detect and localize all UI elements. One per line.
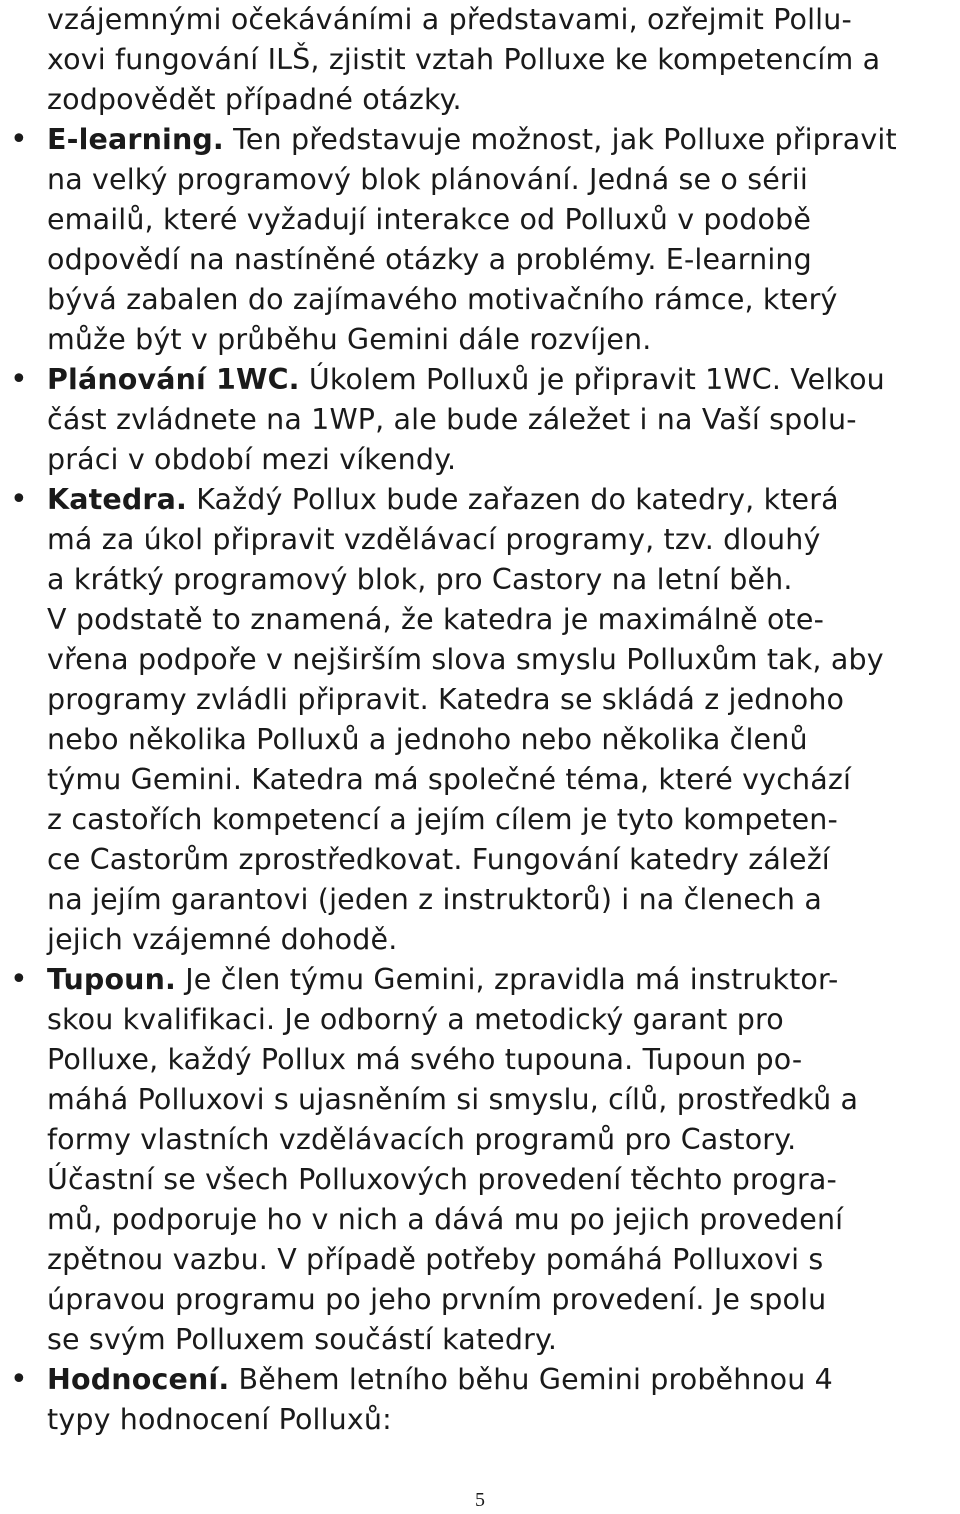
page-number: 5: [475, 1489, 485, 1511]
text-line: ce Castorům zprostředkovat. Fungování katedry záleží: [47, 843, 830, 876]
bullet-term: Hodnocení.: [47, 1363, 230, 1396]
text-line: skou kvalifikaci. Je odborný a metodický garant pro: [47, 1003, 784, 1036]
bullet-text: Je člen týmu Gemini, zpravidla má instruktor-: [176, 963, 839, 996]
text-line: emailů, které vyžadují interakce od Polluxů v podobě: [47, 203, 812, 236]
text-line: V podstatě to znamená, že katedra je maximálně ote-: [47, 603, 824, 636]
text-line: úpravou programu po jeho prvním provedení. Je spolu: [47, 1283, 827, 1316]
bullet-text: Úkolem Polluxů je připravit 1WC. Velkou: [299, 363, 885, 396]
text-line: práci v období mezi víkendy.: [47, 443, 457, 476]
text-line: [47, 1360, 947, 1400]
text-line: jejich vzájemné dohodě.: [47, 923, 398, 956]
text-line: má za úkol připravit vzdělávací programy, tzv. dlouhý: [47, 523, 821, 556]
text-line: vzájemnými očekáváními a představami, ozřejmit Pollu-: [47, 3, 852, 36]
text-line: máhá Polluxovi s ujasněním si smyslu, cílů, prostředků a: [47, 1083, 859, 1116]
text-line: typy hodnocení Polluxů:: [47, 1403, 392, 1436]
text-line: část zvládnete na 1WP, ale bude záležet i na Vaší spolu-: [47, 403, 857, 436]
bullet-term: Plánování 1WC.: [47, 363, 300, 396]
text-line: [47, 480, 947, 520]
bullet-text: Během letního běhu Gemini proběhnou 4: [229, 1363, 833, 1396]
bullet-text: Každý Pollux bude zařazen do katedry, která: [186, 483, 839, 516]
text-line: a krátký programový blok, pro Castory na letní běh.: [47, 563, 793, 596]
text-line: zpětnou vazbu. V případě potřeby pomáhá Polluxovi s: [47, 1243, 824, 1276]
text-line: mů, podporuje ho v nich a dává mu po jejich provedení: [47, 1203, 844, 1236]
text-line: může být v průběhu Gemini dále rozvíjen.: [47, 323, 652, 356]
text-line: Polluxe, každý Pollux má svého tupouna. Tupoun po-: [47, 1043, 803, 1076]
bullet-icon: •: [10, 482, 28, 517]
text-line: na jejím garantovi (jeden z instruktorů) i na členech a: [47, 883, 822, 916]
bullet-term: E-learning.: [47, 123, 224, 156]
bullet-item-planovani: [10, 360, 947, 480]
bullet-icon: •: [10, 1362, 28, 1397]
text-line: odpovědí na nastíněné otázky a problémy. E-learning: [47, 243, 812, 276]
bullet-term: Tupoun.: [47, 963, 177, 996]
text-line: xovi fungování ILŠ, zjistit vztah Polluxe ke kompetencím a: [47, 43, 881, 76]
text-line: na velký programový blok plánování. Jedná se o sérii: [47, 163, 808, 196]
text-line: formy vlastních vzdělávacích programů pro Castory.: [47, 1123, 797, 1156]
bullet-item-tupoun: [10, 960, 947, 1360]
bullet-icon: •: [10, 962, 28, 997]
text-line: týmu Gemini. Katedra má společné téma, které vychází: [47, 763, 852, 796]
text-line: Účastní se všech Polluxových provedení těchto progra-: [47, 1163, 837, 1196]
bullet-item-katedra: [10, 480, 947, 960]
text-line: z castořích kompetencí a jejím cílem je tyto kompeten-: [47, 803, 838, 836]
text-line: vřena podpoře v nejširším slova smyslu Polluxům tak, aby: [47, 643, 884, 676]
text-line: [47, 960, 947, 1000]
bullet-term: Katedra.: [47, 483, 187, 516]
text-line: [47, 120, 947, 160]
bullet-item-e-learning: [10, 120, 947, 360]
text-line: se svým Polluxem součástí katedry.: [47, 1323, 558, 1356]
text-line: programy zvládli připravit. Katedra se skládá z jednoho: [47, 683, 845, 716]
bullet-item-hodnoceni: [10, 1360, 947, 1440]
text-line: bývá zabalen do zajímavého motivačního rámce, který: [47, 283, 838, 316]
bullet-icon: •: [10, 122, 28, 157]
body-text: [10, 0, 947, 1440]
text-line: [47, 360, 947, 400]
bullet-icon: •: [10, 362, 28, 397]
text-line: nebo několika Polluxů a jednoho nebo několika členů: [47, 723, 808, 756]
text-line: zodpovědět případné otázky.: [47, 83, 462, 116]
bullet-text: Ten představuje možnost, jak Polluxe připravit: [223, 123, 897, 156]
